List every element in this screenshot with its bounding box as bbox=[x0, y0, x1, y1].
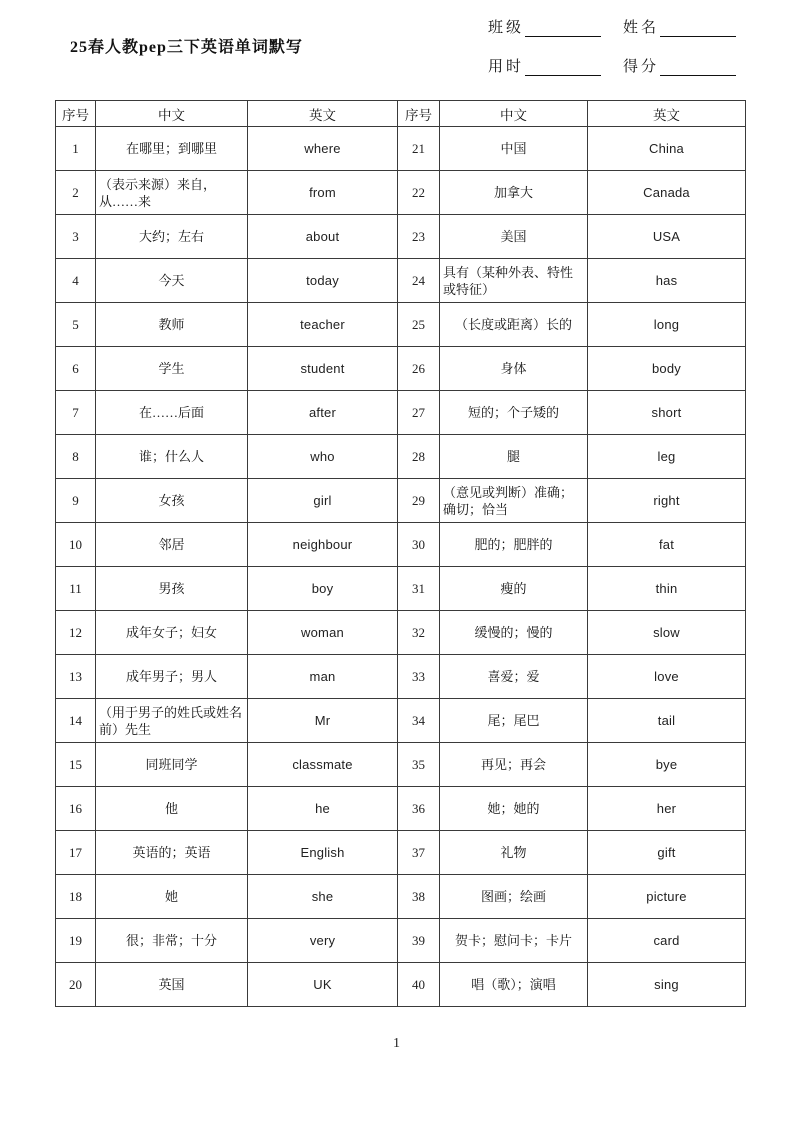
column-header: 中文 bbox=[440, 101, 588, 127]
chinese-text: 大约；左右 bbox=[96, 215, 248, 259]
english-word: gift bbox=[588, 831, 746, 875]
table-row bbox=[56, 699, 746, 743]
row-number: 40 bbox=[398, 963, 440, 1007]
english-word: slow bbox=[588, 611, 746, 655]
english-word: tail bbox=[588, 699, 746, 743]
english-word: boy bbox=[248, 567, 398, 611]
column-header: 英文 bbox=[248, 101, 398, 127]
chinese-text: 尾；尾巴 bbox=[440, 699, 588, 743]
fill-in-blank-line bbox=[525, 61, 601, 76]
table-row bbox=[56, 215, 746, 259]
english-word: has bbox=[588, 259, 746, 303]
row-number: 25 bbox=[398, 303, 440, 347]
table-row bbox=[56, 611, 746, 655]
chinese-text: 在哪里；到哪里 bbox=[96, 127, 248, 171]
row-number: 13 bbox=[56, 655, 96, 699]
table-row bbox=[56, 479, 746, 523]
english-word: Canada bbox=[588, 171, 746, 215]
english-word: right bbox=[588, 479, 746, 523]
table-row bbox=[56, 963, 746, 1007]
field-label: 姓名 bbox=[623, 20, 660, 36]
english-word: card bbox=[588, 919, 746, 963]
english-word: woman bbox=[248, 611, 398, 655]
row-number: 24 bbox=[398, 259, 440, 303]
field-label: 班级 bbox=[488, 20, 525, 36]
vocab-table bbox=[55, 100, 746, 1007]
chinese-text: 男孩 bbox=[96, 567, 248, 611]
english-word: about bbox=[248, 215, 398, 259]
chinese-text: 今天 bbox=[96, 259, 248, 303]
chinese-text: 很；非常；十分 bbox=[96, 919, 248, 963]
table-row bbox=[56, 875, 746, 919]
chinese-text: 喜爱；爱 bbox=[440, 655, 588, 699]
row-number: 15 bbox=[56, 743, 96, 787]
row-number: 27 bbox=[398, 391, 440, 435]
english-word: man bbox=[248, 655, 398, 699]
table-row bbox=[56, 171, 746, 215]
english-word: student bbox=[248, 347, 398, 391]
row-number: 23 bbox=[398, 215, 440, 259]
vocab-table-body bbox=[56, 127, 746, 1007]
row-number: 34 bbox=[398, 699, 440, 743]
chinese-text: 短的；个子矮的 bbox=[440, 391, 588, 435]
chinese-text: （表示来源）来自，从……来 bbox=[96, 171, 248, 215]
page-number: 1 bbox=[393, 1036, 400, 1051]
chinese-text: 她；她的 bbox=[440, 787, 588, 831]
row-number: 22 bbox=[398, 171, 440, 215]
table-row bbox=[56, 347, 746, 391]
chinese-text: 谁；什么人 bbox=[96, 435, 248, 479]
chinese-text: 腿 bbox=[440, 435, 588, 479]
english-word: girl bbox=[248, 479, 398, 523]
vocab-table-head-row bbox=[56, 101, 746, 127]
english-word: USA bbox=[588, 215, 746, 259]
chinese-text: 美国 bbox=[440, 215, 588, 259]
english-word: short bbox=[588, 391, 746, 435]
english-word: very bbox=[248, 919, 398, 963]
row-number: 9 bbox=[56, 479, 96, 523]
row-number: 10 bbox=[56, 523, 96, 567]
chinese-text: 成年女子；妇女 bbox=[96, 611, 248, 655]
page-title: 25春人教pep三下英语单词默写 bbox=[70, 39, 303, 56]
english-word: thin bbox=[588, 567, 746, 611]
english-word: classmate bbox=[248, 743, 398, 787]
chinese-text: 肥的；肥胖的 bbox=[440, 523, 588, 567]
english-word: UK bbox=[248, 963, 398, 1007]
chinese-text: （意见或判断）准确；确切；恰当 bbox=[440, 479, 588, 523]
table-row bbox=[56, 743, 746, 787]
english-word: he bbox=[248, 787, 398, 831]
fill-in-field bbox=[488, 16, 601, 37]
english-word: where bbox=[248, 127, 398, 171]
header-fields bbox=[488, 16, 736, 76]
english-word: her bbox=[588, 787, 746, 831]
english-word: leg bbox=[588, 435, 746, 479]
chinese-text: （长度或距离）长的 bbox=[440, 303, 588, 347]
row-number: 7 bbox=[56, 391, 96, 435]
table-row bbox=[56, 567, 746, 611]
row-number: 18 bbox=[56, 875, 96, 919]
field-label: 得分 bbox=[623, 59, 660, 75]
chinese-text: 她 bbox=[96, 875, 248, 919]
row-number: 33 bbox=[398, 655, 440, 699]
fill-in-field bbox=[623, 16, 736, 37]
row-number: 20 bbox=[56, 963, 96, 1007]
english-word: picture bbox=[588, 875, 746, 919]
table-row bbox=[56, 831, 746, 875]
english-word: teacher bbox=[248, 303, 398, 347]
chinese-text: 瘦的 bbox=[440, 567, 588, 611]
english-word: fat bbox=[588, 523, 746, 567]
chinese-text: 同班同学 bbox=[96, 743, 248, 787]
chinese-text: 礼物 bbox=[440, 831, 588, 875]
chinese-text: 英语的；英语 bbox=[96, 831, 248, 875]
chinese-text: 英国 bbox=[96, 963, 248, 1007]
table-row bbox=[56, 259, 746, 303]
row-number: 35 bbox=[398, 743, 440, 787]
english-word: sing bbox=[588, 963, 746, 1007]
fill-in-blank-line bbox=[525, 22, 601, 37]
table-row bbox=[56, 391, 746, 435]
row-number: 14 bbox=[56, 699, 96, 743]
column-header: 中文 bbox=[96, 101, 248, 127]
chinese-text: 加拿大 bbox=[440, 171, 588, 215]
table-row bbox=[56, 127, 746, 171]
row-number: 26 bbox=[398, 347, 440, 391]
chinese-text: 唱（歌）；演唱 bbox=[440, 963, 588, 1007]
english-word: Mr bbox=[248, 699, 398, 743]
english-word: after bbox=[248, 391, 398, 435]
chinese-text: 女孩 bbox=[96, 479, 248, 523]
english-word: who bbox=[248, 435, 398, 479]
fill-in-field bbox=[623, 55, 736, 76]
english-word: China bbox=[588, 127, 746, 171]
table-row bbox=[56, 523, 746, 567]
english-word: long bbox=[588, 303, 746, 347]
row-number: 29 bbox=[398, 479, 440, 523]
row-number: 37 bbox=[398, 831, 440, 875]
chinese-text: 具有（某种外表、特性或特征） bbox=[440, 259, 588, 303]
chinese-text: 中国 bbox=[440, 127, 588, 171]
chinese-text: 他 bbox=[96, 787, 248, 831]
chinese-text: 缓慢的；慢的 bbox=[440, 611, 588, 655]
table-row bbox=[56, 435, 746, 479]
row-number: 36 bbox=[398, 787, 440, 831]
row-number: 19 bbox=[56, 919, 96, 963]
english-word: love bbox=[588, 655, 746, 699]
chinese-text: 教师 bbox=[96, 303, 248, 347]
row-number: 32 bbox=[398, 611, 440, 655]
column-header: 序号 bbox=[398, 101, 440, 127]
row-number: 2 bbox=[56, 171, 96, 215]
column-header: 序号 bbox=[56, 101, 96, 127]
english-word: bye bbox=[588, 743, 746, 787]
chinese-text: 学生 bbox=[96, 347, 248, 391]
chinese-text: （用于男子的姓氏或姓名前）先生 bbox=[96, 699, 248, 743]
english-word: today bbox=[248, 259, 398, 303]
chinese-text: 邻居 bbox=[96, 523, 248, 567]
column-header: 英文 bbox=[588, 101, 746, 127]
english-word: neighbour bbox=[248, 523, 398, 567]
row-number: 12 bbox=[56, 611, 96, 655]
row-number: 39 bbox=[398, 919, 440, 963]
english-word: body bbox=[588, 347, 746, 391]
row-number: 6 bbox=[56, 347, 96, 391]
row-number: 1 bbox=[56, 127, 96, 171]
field-label: 用时 bbox=[488, 59, 525, 75]
chinese-text: 再见；再会 bbox=[440, 743, 588, 787]
row-number: 8 bbox=[56, 435, 96, 479]
english-word: she bbox=[248, 875, 398, 919]
fill-in-blank-line bbox=[660, 22, 736, 37]
row-number: 38 bbox=[398, 875, 440, 919]
chinese-text: 贺卡；慰问卡；卡片 bbox=[440, 919, 588, 963]
fill-in-blank-line bbox=[660, 61, 736, 76]
table-row bbox=[56, 303, 746, 347]
chinese-text: 图画；绘画 bbox=[440, 875, 588, 919]
table-row bbox=[56, 787, 746, 831]
row-number: 28 bbox=[398, 435, 440, 479]
row-number: 17 bbox=[56, 831, 96, 875]
row-number: 4 bbox=[56, 259, 96, 303]
row-number: 11 bbox=[56, 567, 96, 611]
row-number: 30 bbox=[398, 523, 440, 567]
english-word: from bbox=[248, 171, 398, 215]
fill-in-field bbox=[488, 55, 601, 76]
row-number: 21 bbox=[398, 127, 440, 171]
row-number: 31 bbox=[398, 567, 440, 611]
chinese-text: 成年男子；男人 bbox=[96, 655, 248, 699]
row-number: 3 bbox=[56, 215, 96, 259]
row-number: 5 bbox=[56, 303, 96, 347]
table-row bbox=[56, 919, 746, 963]
english-word: English bbox=[248, 831, 398, 875]
row-number: 16 bbox=[56, 787, 96, 831]
table-row bbox=[56, 655, 746, 699]
chinese-text: 身体 bbox=[440, 347, 588, 391]
chinese-text: 在……后面 bbox=[96, 391, 248, 435]
